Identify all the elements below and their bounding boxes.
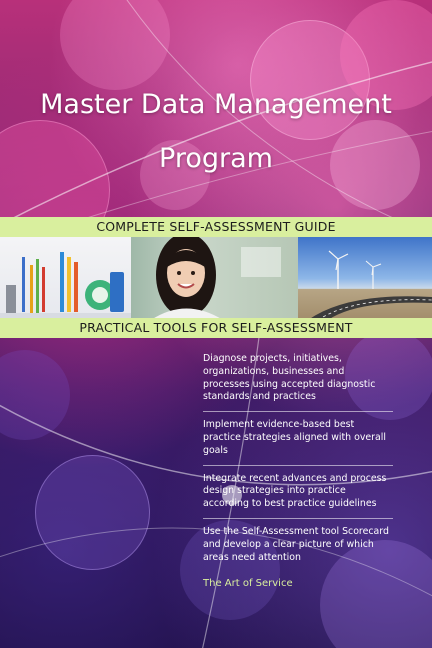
office-supplies-photo <box>0 237 131 320</box>
subtitle-band-top: COMPLETE SELF-ASSESSMENT GUIDE <box>0 217 432 237</box>
feature-item: Diagnose projects, initiatives, organizations, businesses and processes using accepted diagnostic standards and practices <box>203 353 393 412</box>
title-line-1: Master Data Management <box>40 89 392 120</box>
woman-illustration <box>131 237 298 320</box>
publisher-name: The Art of Service <box>203 578 293 589</box>
feature-item: Integrate recent advances and process design strategies into practice according to best practice guidelines <box>203 473 393 519</box>
feature-item: Implement evidence-based best practice strategies aligned with overall goals <box>203 419 393 465</box>
subtitle-band-bottom: PRACTICAL TOOLS FOR SELF-ASSESSMENT <box>0 318 432 338</box>
feature-item: Use the Self-Assessment tool Scorecard and develop a clear picture of which areas need attention <box>203 525 389 563</box>
wind-turbines-road-photo <box>298 237 432 320</box>
turbines-illustration <box>298 237 432 320</box>
office-supplies-illustration <box>0 237 131 320</box>
book-title <box>0 78 432 186</box>
feature-list <box>203 353 393 578</box>
photo-strip <box>0 237 432 320</box>
title-line-2: Program <box>159 143 273 174</box>
smiling-woman-photo <box>131 237 298 320</box>
